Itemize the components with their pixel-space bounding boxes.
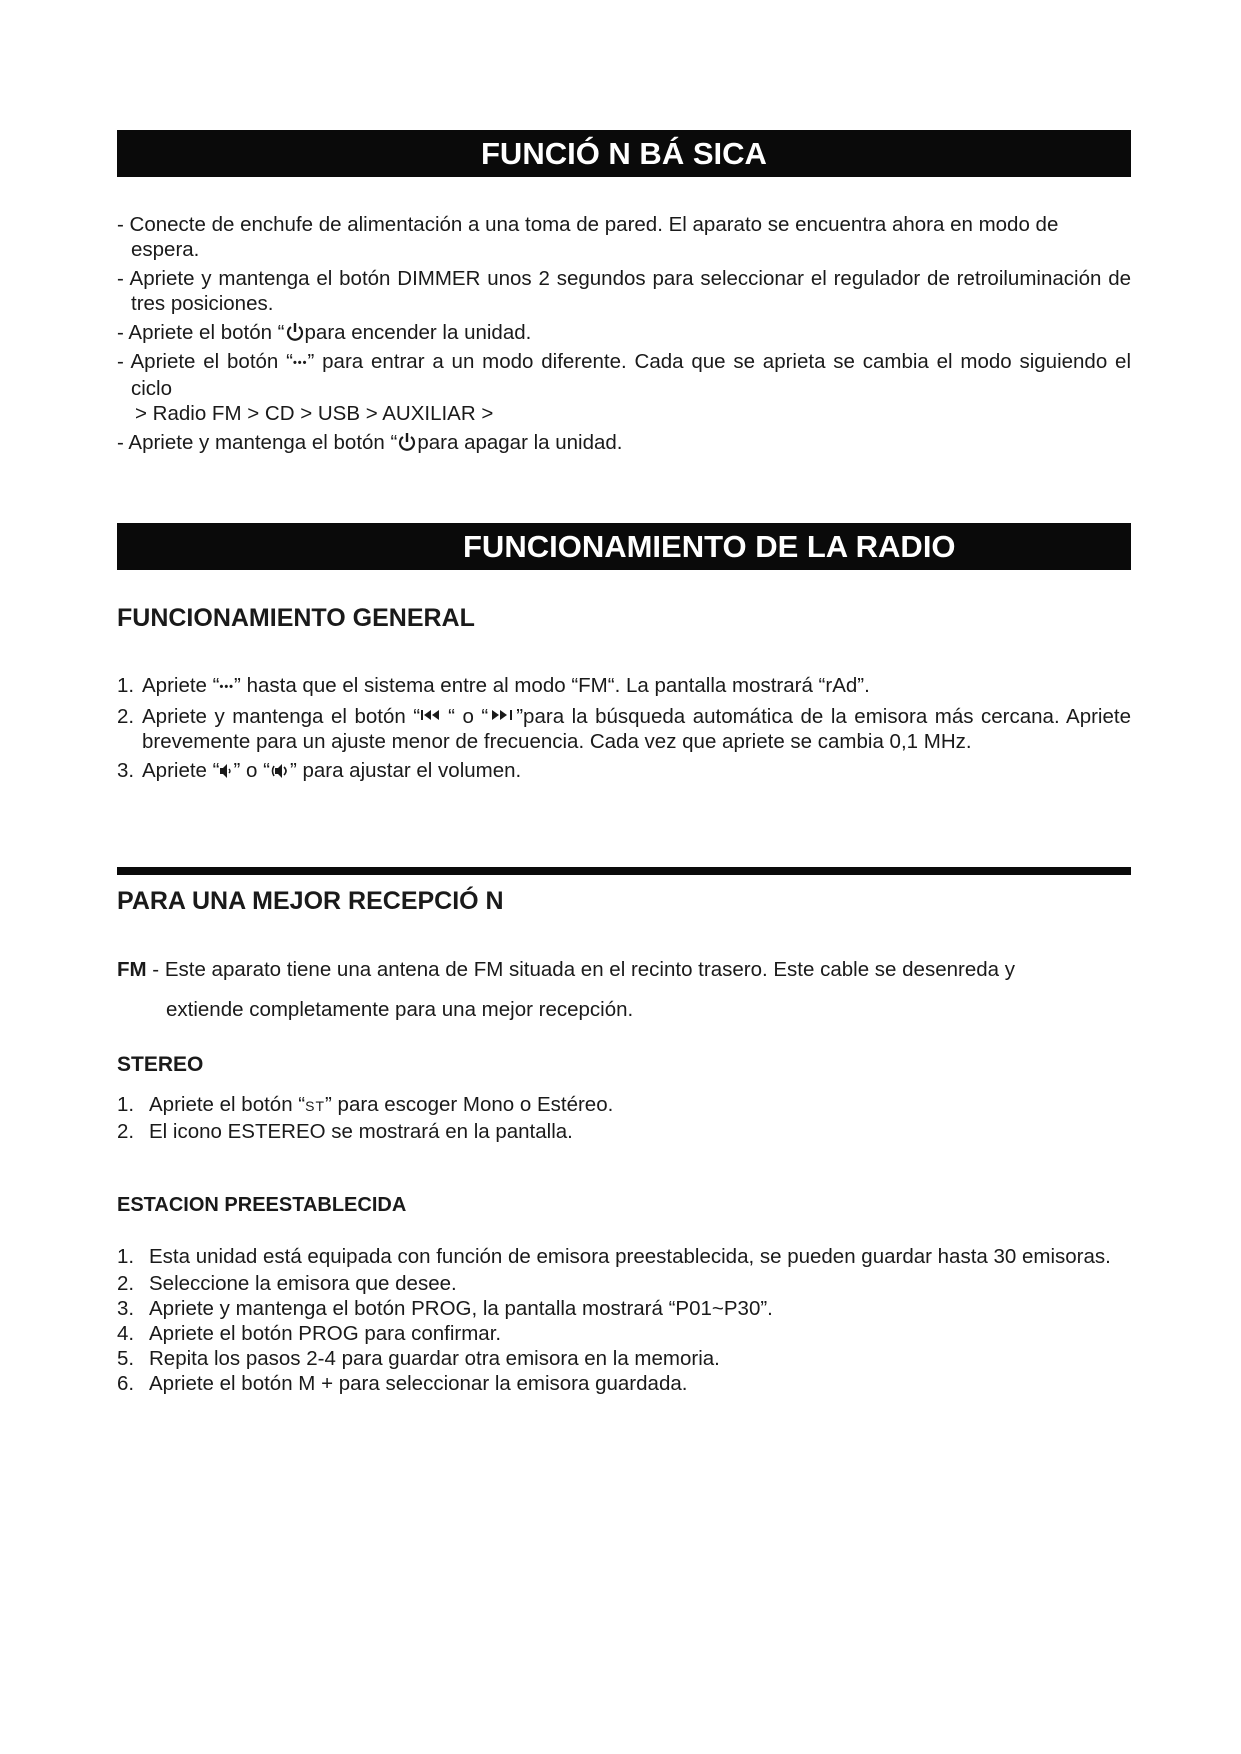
preset-heading: ESTACION PREESTABLECIDA xyxy=(117,1194,407,1216)
list-item: 2. El icono ESTEREO se mostrará en la pantalla. xyxy=(117,1120,573,1143)
list-item: 6. Apriete el botón M + para seleccionar la emisora guardada. xyxy=(117,1372,688,1395)
list-item: 3. Apriete y mantenga el botón PROG, la pantalla mostrará “P01~P30”. xyxy=(117,1297,773,1320)
preset-instructions xyxy=(117,1244,1131,1396)
fm-paragraph: FM - Este aparato tiene una antena de FM situada en el recinto trasero. Este cable se desenreda y xyxy=(117,958,1015,981)
list-item: - Apriete el botón “•••” para entrar a un modo diferente. Cada que se aprieta se cambia el modo siguiendo el ciclo xyxy=(117,350,1131,400)
mode-dots-icon: ••• xyxy=(219,681,235,693)
section-title: FUNCIONAMIENTO DE LA RADIO xyxy=(463,529,956,564)
list-item: 2. Apriete y mantenga el botón “ “ o “ ”para la búsqueda automática de la emisora más cercana. Apriete brevemente para un ajuste menor de frecuencia. Cada vez que apriete se cambia 0,1 MHz. xyxy=(117,705,1131,753)
section-header-basic xyxy=(117,130,1131,177)
fm-note xyxy=(117,957,1131,1022)
mode-dots-icon: ••• xyxy=(292,357,308,369)
document-page xyxy=(117,0,1131,1754)
power-icon xyxy=(397,432,417,452)
general-heading: FUNCIONAMIENTO GENERAL xyxy=(117,604,475,632)
list-item: 4. Apriete el botón PROG para confirmar. xyxy=(117,1322,502,1345)
fm-label: FM xyxy=(117,958,147,981)
st-label: ST xyxy=(305,1098,326,1114)
list-item: 3. Apriete “ ” o “ ” para ajustar el volumen. xyxy=(117,759,522,782)
list-item: 2. Seleccione la emisora que desee. xyxy=(117,1272,457,1295)
section-divider xyxy=(117,867,1131,875)
stereo-heading: STEREO xyxy=(117,1053,204,1076)
list-item: 1. Esta unidad está equipada con función de emisora preestablecida, se pueden guardar hasta 30 emisoras. xyxy=(117,1245,1111,1268)
volume-down-icon xyxy=(219,762,233,780)
list-item: 1. Apriete el botón “ST” para escoger Mono o Estéreo. xyxy=(117,1093,614,1116)
fm-paragraph-continued: extiende completamente para una mejor recepción. xyxy=(166,998,634,1021)
list-item: - Apriete y mantenga el botón “ para apagar la unidad. xyxy=(117,431,623,454)
skip-forward-icon xyxy=(488,708,516,722)
stereo-instructions xyxy=(117,1092,1131,1144)
list-item: - Conecte de enchufe de alimentación a una toma de pared. El aparato se encuentra ahora en modo de espera. xyxy=(117,213,1059,261)
general-instructions xyxy=(117,673,1131,783)
list-item: - Apriete el botón “ para encender la unidad. xyxy=(117,321,532,344)
list-item: 5. Repita los pasos 2-4 para guardar otra emisora en la memoria. xyxy=(117,1347,720,1370)
skip-back-icon xyxy=(420,708,448,722)
volume-up-icon xyxy=(270,762,290,780)
reception-heading: PARA UNA MEJOR RECEPCIÓ N xyxy=(117,887,504,915)
list-item: 1. Apriete “•••” hasta que el sistema entre al modo “FM“. La pantalla mostrará “rAd”. xyxy=(117,674,870,697)
power-icon xyxy=(285,322,305,342)
basic-instructions xyxy=(117,212,1131,455)
list-item: - Apriete y mantenga el botón DIMMER unos 2 segundos para seleccionar el regulador de retroiluminación de tres posiciones. xyxy=(117,267,1131,315)
mode-cycle: > Radio FM > CD > USB > AUXILIAR > xyxy=(135,402,494,425)
section-title: FUNCIÓ N BÁ SICA xyxy=(481,136,767,171)
section-header-radio xyxy=(117,523,1131,570)
